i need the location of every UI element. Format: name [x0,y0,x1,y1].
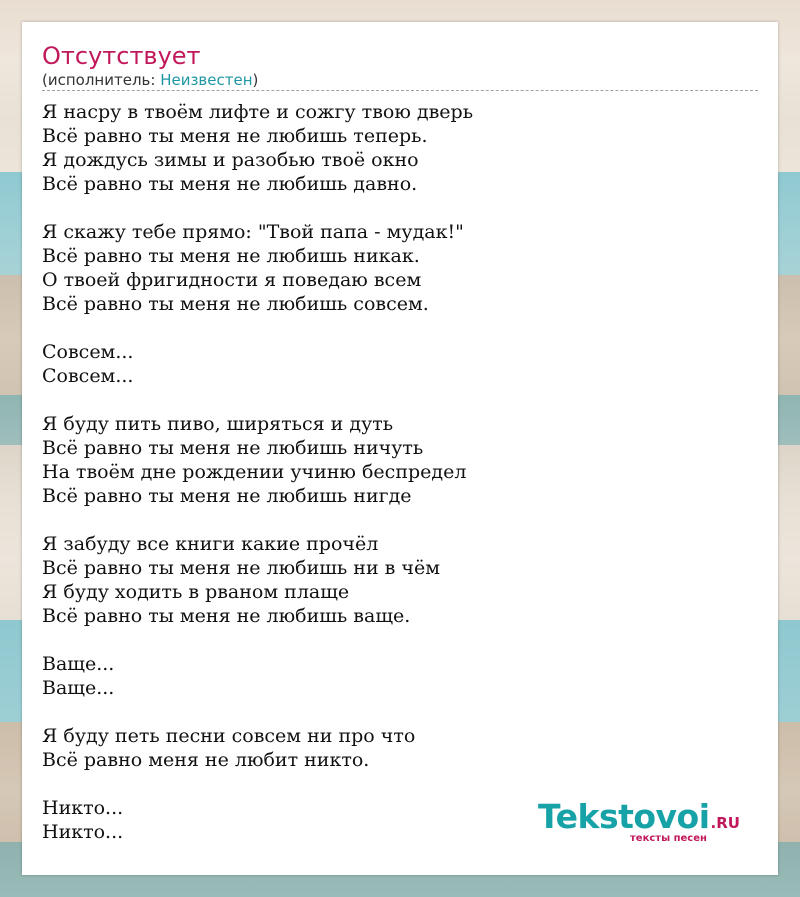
lyric-line: Я насру в твоём лифте и сожгу твою дверь [42,101,474,123]
stanza-break [42,772,758,796]
lyric-line: Я буду петь песни совсем ни про что [42,725,416,747]
lyric-line: Всё равно ты меня не любишь давно. [42,173,418,195]
lyric-line: Ваще... [42,677,115,699]
stanza-break [42,700,758,724]
lyric-line: Никто... [42,797,124,819]
lyric-line: Всё равно ты меня не любишь теперь. [42,125,428,147]
lyric-line: Совсем... [42,365,134,387]
lyric-line: Я буду ходить в рваном плаще [42,581,350,603]
lyric-line: Всё равно меня не любит никто. [42,749,370,771]
lyric-line: Я буду пить пиво, ширяться и дуть [42,413,394,435]
lyric-line: Всё равно ты меня не любишь ни в чём [42,557,440,579]
logo-tld: .RU [710,814,740,832]
lyric-line: Всё равно ты меня не любишь нигде [42,485,412,507]
lyric-line: Ваще... [42,653,115,675]
lyric-line: На твоём дне рождении учиню беспредел [42,461,467,483]
lyric-line: Никто... [42,821,124,843]
logo-tagline: тексты песен [630,833,707,844]
artist-link[interactable]: Неизвестен [160,71,253,89]
lyrics-text [42,100,758,844]
lyric-line: Всё равно ты меня не любишь совсем. [42,293,429,315]
lyric-line: Всё равно ты меня не любишь никак. [42,245,420,267]
stanza-break [42,508,758,532]
stanza-break [42,388,758,412]
stanza-break [42,316,758,340]
stanza-break [42,196,758,220]
artist-suffix: ) [252,71,259,89]
artist-line [42,70,758,90]
lyric-line: Всё равно ты меня не любишь ваще. [42,605,411,627]
lyric-line: О твоей фригидности я поведаю всем [42,269,422,291]
lyrics-card [22,22,778,875]
song-header [42,42,758,91]
lyric-line: Я дождусь зимы и разобью твоё окно [42,149,419,171]
lyric-line: Я забуду все книги какие прочёл [42,533,379,555]
logo-main-text: Tekstovoi [538,797,710,836]
tekstovoi-logo[interactable] [538,799,748,847]
song-title: Отсутствует [42,42,201,70]
stanza-break [42,628,758,652]
lyric-line: Я скажу тебе прямо: "Твой папа - мудак!" [42,221,464,243]
artist-prefix: (исполнитель: [42,71,161,89]
lyric-line: Совсем... [42,341,134,363]
lyric-line: Всё равно ты меня не любишь ничуть [42,437,424,459]
